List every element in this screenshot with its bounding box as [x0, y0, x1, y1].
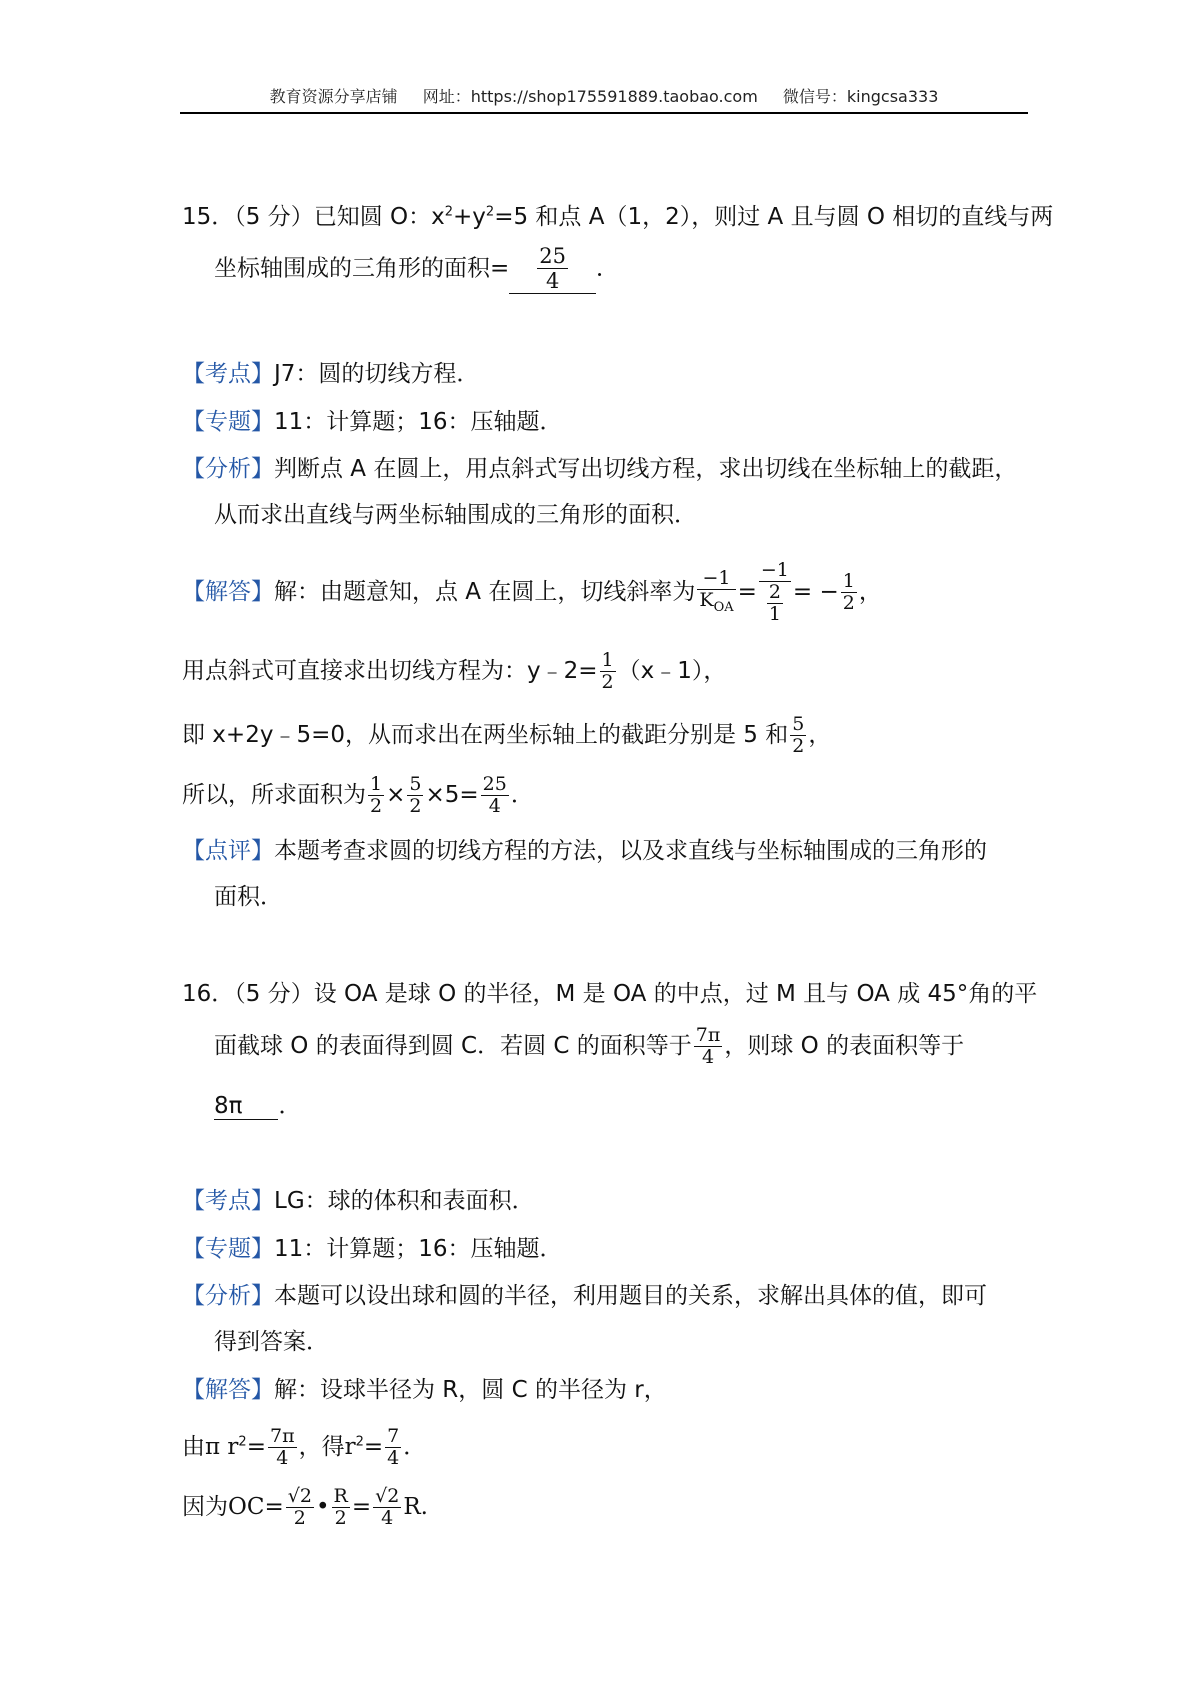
- q15-fenxi-line1: 【分析】判断点 A 在圆上，用点斜式写出切线方程，求出切线在坐标轴上的截距，: [182, 456, 1018, 482]
- q16-jieda-line3: 因为OC= $\frac{√2}{2}$ • $\frac{R}{2}$ = $\frac{√2}{4}$ R.: [182, 1485, 428, 1529]
- q15-jieda-line3: 即 x+2y﹣5=0，从而求出在两坐标轴上的截距分别是 5 和 $\frac{5}{2}$ ，: [182, 713, 832, 757]
- q16-jieda-line1: 【解答】解：设球半径为 R，圆 C 的半径为 r，: [182, 1377, 667, 1403]
- q16-jieda-line2: 由π $r^2=$ $\frac{7\pi}{4}$ ，得$r^2=$ $\frac{7}{4}$ ．: [182, 1425, 427, 1469]
- q16-fenxi-line1: 【分析】本题可以设出球和圆的半径，利用题目的关系，求解出具体的值，即可: [182, 1283, 987, 1309]
- q16-fenxi-line2: 得到答案．: [214, 1329, 329, 1355]
- q15-answer-blank: $\frac{25}{4}$: [509, 244, 596, 294]
- q15-dianping-line1: 【点评】本题考查求圆的切线方程的方法，以及求直线与坐标轴围成的三角形的: [182, 838, 987, 864]
- q16-stem-line2: 面截球 O 的表面得到圆 C．若圆 C 的面积等于 $\frac{7\pi}{4}$ ，则球 O 的表面积等于: [214, 1024, 965, 1068]
- header-wechat: 微信号：kingcsa333: [782, 87, 939, 106]
- q15-jieda-line2: 用点斜式可直接求出切线方程为：y﹣2= $\frac{1}{2}$ （x﹣1），: [182, 649, 727, 693]
- page-header: [180, 84, 1028, 107]
- header-shop: 教育资源分享店铺: [269, 87, 398, 106]
- q16-answer-blank: 8π: [214, 1093, 278, 1120]
- header-divider: [180, 112, 1028, 114]
- q16-stem-line1: 16．（5 分）设 OA 是球 O 的半径，M 是 OA 的中点，过 M 且与 OA 成 45°角的平: [182, 981, 1038, 1007]
- header-url: 网址：https://shop175591889.taobao.com: [422, 87, 758, 106]
- q15-stem-line2: 坐标轴围成的三角形的面积= $\frac{25}{4}$ ．: [214, 244, 620, 293]
- q15-fenxi-line2: 从而求出直线与两坐标轴围成的三角形的面积．: [214, 502, 697, 528]
- slope-fraction-1: $\frac{-1}{K_{OA}}$: [699, 566, 734, 615]
- q15-zhuanti: 【专题】11：计算题；16：压轴题．: [182, 409, 563, 435]
- q15-dianping-line2: 面积．: [214, 884, 283, 910]
- q16-kaodian: 【考点】LG：球的体积和表面积．: [182, 1188, 535, 1214]
- q15-kaodian: 【考点】J7：圆的切线方程．: [182, 361, 480, 387]
- q15-jieda-line1: 【解答】解：由题意知，点 A 在圆上，切线斜率为 $\frac{-1}{K_{OA}}$ = $\frac{-1}{\frac{2}{1}}$ = − $\frac{1}{2}$ ，: [182, 559, 882, 625]
- q15-jieda-line4: 所以，所求面积为 $\frac{1}{2}$ × $\frac{5}{2}$ ×5= $\frac{25}{4}$ ．: [182, 773, 534, 817]
- slope-result-fraction: $\frac{1}{2}$: [842, 570, 855, 614]
- q15-stem-line1: 15．（5 分）已知圆 O：$x^2+y^2=5$ 和点 A（1，2），则过 A 且与圆 O 相切的直线与两: [182, 204, 1054, 230]
- q16-answer-line: 8π ．: [214, 1093, 302, 1119]
- slope-fraction-2: $\frac{-1}{\frac{2}{1}}$: [760, 559, 789, 625]
- q16-zhuanti: 【专题】11：计算题；16：压轴题．: [182, 1236, 563, 1262]
